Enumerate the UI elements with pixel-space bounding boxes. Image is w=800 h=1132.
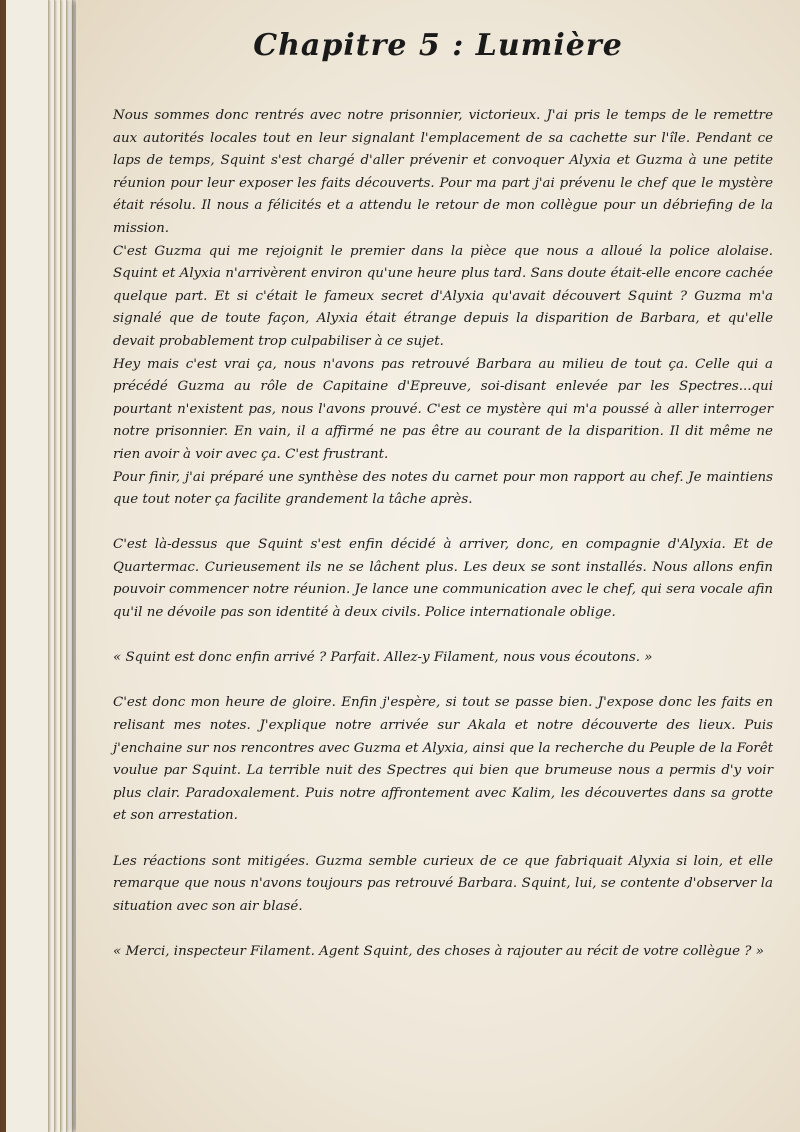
page-edge (6, 0, 49, 1132)
paragraph: C'est donc mon heure de gloire. Enfin j'espère, si tout se passe bien. J'expose donc les faits en relisant mes notes. J'explique notre arrivée sur Akala et notre découverte des lieux. Puis j'enchaine sur nos rencontres avec Guzma et Alyxia, ainsi que la recherche du Peuple de la Forêt voulue par Squint. La terrible nuit des Spectres qui bien que brumeuse nous a permis d'y voir plus clair. Paradoxalement. Puis notre affrontement avec Kalim, les découvertes dans sa grotte et son arrestation. (113, 695, 773, 824)
paragraph: Nous sommes donc rentrés avec notre prisonnier, victorieux. J'ai pris le temps de le remettre aux autorités locales tout en leur signalant l'emplacement de sa cachette sur l'île. Pendant ce laps de temps, Squint s'est chargé d'aller prévenir et convoquer Alyxia et Guzma à une petite réunion pour leur exposer les faits découverts. Pour ma part j'ai prévenu le chef que le mystère était résolu. Il nous a félicités et a attendu le retour de mon collègue pour un débriefing de la mission. (113, 108, 773, 236)
chapter-title: Chapitre 5 : Lumière (253, 28, 623, 63)
paragraph: C'est Guzma qui me rejoignit le premier dans la pièce que nous a alloué la police alolaise. Squint et Alyxia n'arrivèrent environ qu'une heure plus tard. Sans doute était-elle encore cachée quelque part. Et si c'était le fameux secret d'Alyxia qu'avait découvert Squint ? Guzma m'a signalé que de toute façon, Alyxia était étrange depuis la disparition de Barbara, et qu'elle devait probablement trop culpabiliser à ce sujet. (113, 243, 773, 349)
chapter-text (113, 105, 773, 964)
spacer (113, 625, 773, 648)
dialogue-line: « Merci, inspecteur Filament. Agent Squint, des choses à rajouter au récit de votre collègue ? » (113, 943, 764, 959)
spacer (113, 828, 773, 851)
spacer (113, 670, 773, 693)
paragraph: Pour finir, j'ai préparé une synthèse des notes du carnet pour mon rapport au chef. Je maintiens que tout noter ça facilite grandement la tâche après. (113, 469, 773, 508)
spacer (113, 512, 773, 535)
paragraph: C'est là-dessus que Squint s'est enfin décidé à arriver, donc, en compagnie d'Alyxia. Et de Quartermac. Curieusement ils ne se lâchent plus. Les deux se sont installés. Nous allons enfin pouvoir commencer notre réunion. Je lance une communication avec le chef, qui sera vocale afin qu'il ne dévoile pas son identité à deux civils. Police internationale oblige. (113, 537, 773, 621)
dialogue-line: « Squint est donc enfin arrivé ? Parfait. Allez-y Filament, nous vous écoutons. » (113, 650, 653, 666)
paragraph: Les réactions sont mitigées. Guzma semble curieux de ce que fabriquait Alyxia si loin, et elle remarque que nous n'avons toujours pas retrouvé Barbara. Squint, lui, se contente d'observer la situation avec son air blasé. (113, 853, 773, 914)
paragraph: Hey mais c'est vrai ça, nous n'avons pas retrouvé Barbara au milieu de tout ça. Celle qui a précédé Guzma au rôle de Capitaine d'Epreuve, soi-disant enlevée par les Spectres...qui pourtant n'existent pas, nous l'avons prouvé. C'est ce mystère qui m'a poussé à aller interroger notre prisonnier. En vain, il a affirmé ne pas être au courant de la disparition. Il dit même ne rien avoir à voir avec ça. C'est frustrant. (113, 356, 773, 462)
spacer (113, 918, 773, 941)
